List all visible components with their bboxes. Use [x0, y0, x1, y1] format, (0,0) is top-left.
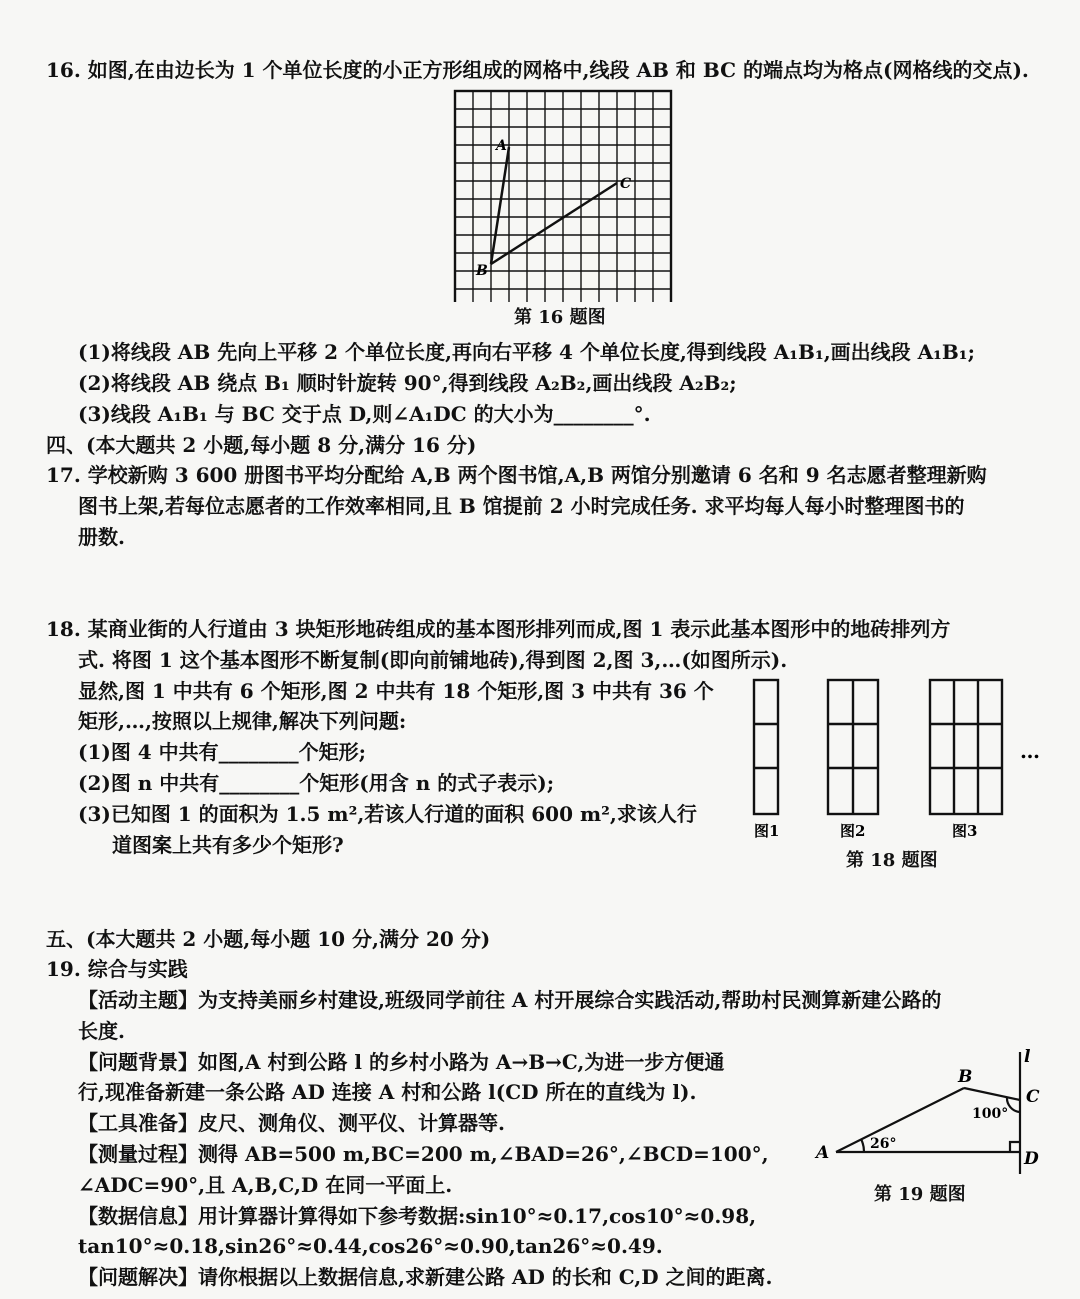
tile-fig3: [930, 680, 1002, 814]
q18-part2: (2)图 n 中共有________个矩形(用含 n 的式子表示);: [78, 771, 555, 795]
q19-road-figure: [812, 1046, 1052, 1176]
q19-theme-line1: 【活动主题】为支持美丽乡村建设,班级同学前往 A 村开展综合实践活动,帮助村民测算新建公路的: [78, 988, 942, 1012]
label-b: B: [958, 1067, 973, 1087]
label-angle-26: 26°: [870, 1136, 897, 1152]
segment-bc: [491, 183, 617, 264]
section4-heading: 四、(本大题共 2 小题,每小题 8 分,满分 16 分): [46, 433, 477, 457]
label-c: C: [1026, 1087, 1040, 1107]
label-d: D: [1024, 1149, 1039, 1169]
q19-theme-line2: 长度.: [78, 1019, 125, 1043]
label-a: A: [816, 1143, 830, 1163]
tile-ellipsis: …: [1020, 739, 1040, 763]
q16-caption: 第 16 题图: [514, 307, 606, 328]
q19-data-line2: tan10°≈0.18,sin26°≈0.44,cos26°≈0.90,tan26°≈0.49.: [78, 1234, 663, 1258]
q19-title: 19. 综合与实践: [46, 957, 188, 981]
q18-line4: 矩形,…,按照以上规律,解决下列问题:: [78, 709, 407, 733]
section5-heading: 五、(本大题共 2 小题,每小题 10 分,满分 20 分): [46, 927, 491, 951]
label-l: l: [1024, 1047, 1031, 1067]
label-b: B: [476, 263, 488, 279]
label-a: A: [496, 138, 507, 154]
q19-data-line1: 【数据信息】用计算器计算得如下参考数据:sin10°≈0.17,cos10°≈0.98,: [78, 1204, 757, 1228]
q19-measure-line2: ∠ADC=90°,且 A,B,C,D 在同一平面上.: [78, 1173, 453, 1197]
fig2-label: 图2: [840, 822, 866, 840]
angle-26-arc: [861, 1139, 864, 1152]
q18-caption: 第 18 题图: [846, 850, 938, 871]
q19-background-line1: 【问题背景】如图,A 村到公路 l 的乡村小路为 A→B→C,为进一步方便通: [78, 1050, 725, 1074]
q19-measure-line1: 【测量过程】测得 AB=500 m,BC=200 m,∠BAD=26°,∠BCD=100°,: [78, 1142, 769, 1166]
q17-line1: 17. 学校新购 3 600 册图书平均分配给 A,B 两个图书馆,A,B 两馆分别邀请 6 名和 9 名志愿者整理新购: [46, 463, 987, 487]
q16-grid-figure: [450, 88, 676, 302]
q19-tools: 【工具准备】皮尺、测角仪、测平仪、计算器等.: [78, 1111, 505, 1135]
q16-part3: (3)线段 A₁B₁ 与 BC 交于点 D,则∠A₁DC 的大小为________°.: [78, 402, 651, 426]
q18-line3: 显然,图 1 中共有 6 个矩形,图 2 中共有 18 个矩形,图 3 中共有 36 个: [78, 679, 714, 703]
right-angle-mark: [1010, 1142, 1020, 1152]
q18-tile-figure: [748, 676, 1048, 846]
q18-part3b: 道图案上共有多少个矩形?: [112, 833, 344, 857]
fig1-label: 图1: [754, 822, 780, 840]
segment-ab: [836, 1088, 964, 1152]
tile-fig2: [828, 680, 878, 814]
q19-caption: 第 19 题图: [874, 1184, 966, 1205]
q19-background-line2: 行,现准备新建一条公路 AD 连接 A 村和公路 l(CD 所在的直线为 l).: [78, 1080, 697, 1104]
q17-line3: 册数.: [78, 525, 125, 549]
q18-part3a: (3)已知图 1 的面积为 1.5 m²,若该人行道的面积 600 m²,求该人行: [78, 802, 697, 826]
segment-bc: [964, 1088, 1020, 1100]
label-angle-100: 100°: [972, 1106, 1009, 1122]
q19-solve: 【问题解决】请你根据以上数据信息,求新建公路 AD 的长和 C,D 之间的距离.: [78, 1265, 773, 1289]
label-c: C: [620, 176, 632, 192]
q18-part1: (1)图 4 中共有________个矩形;: [78, 740, 367, 764]
q18-line2: 式. 将图 1 这个基本图形不断复制(即向前铺地砖),得到图 2,图 3,…(如图所示).: [78, 648, 788, 672]
q16-part1: (1)将线段 AB 先向上平移 2 个单位长度,再向右平移 4 个单位长度,得到线段 A₁B₁,画出线段 A₁B₁;: [78, 340, 975, 364]
tile-fig1: [754, 680, 778, 814]
segment-ab: [491, 147, 509, 264]
q17-line2: 图书上架,若每位志愿者的工作效率相同,且 B 馆提前 2 小时完成任务. 求平均每人每小时整理图书的: [78, 494, 965, 518]
q16-stem: 16. 如图,在由边长为 1 个单位长度的小正方形组成的网格中,线段 AB 和 BC 的端点均为格点(网格线的交点).: [46, 58, 1029, 82]
fig3-label: 图3: [952, 822, 978, 840]
q18-line1: 18. 某商业街的人行道由 3 块矩形地砖组成的基本图形排列而成,图 1 表示此基本图形中的地砖排列方: [46, 617, 951, 641]
q16-part2: (2)将线段 AB 绕点 B₁ 顺时针旋转 90°,得到线段 A₂B₂,画出线段 A₂B₂;: [78, 371, 737, 395]
